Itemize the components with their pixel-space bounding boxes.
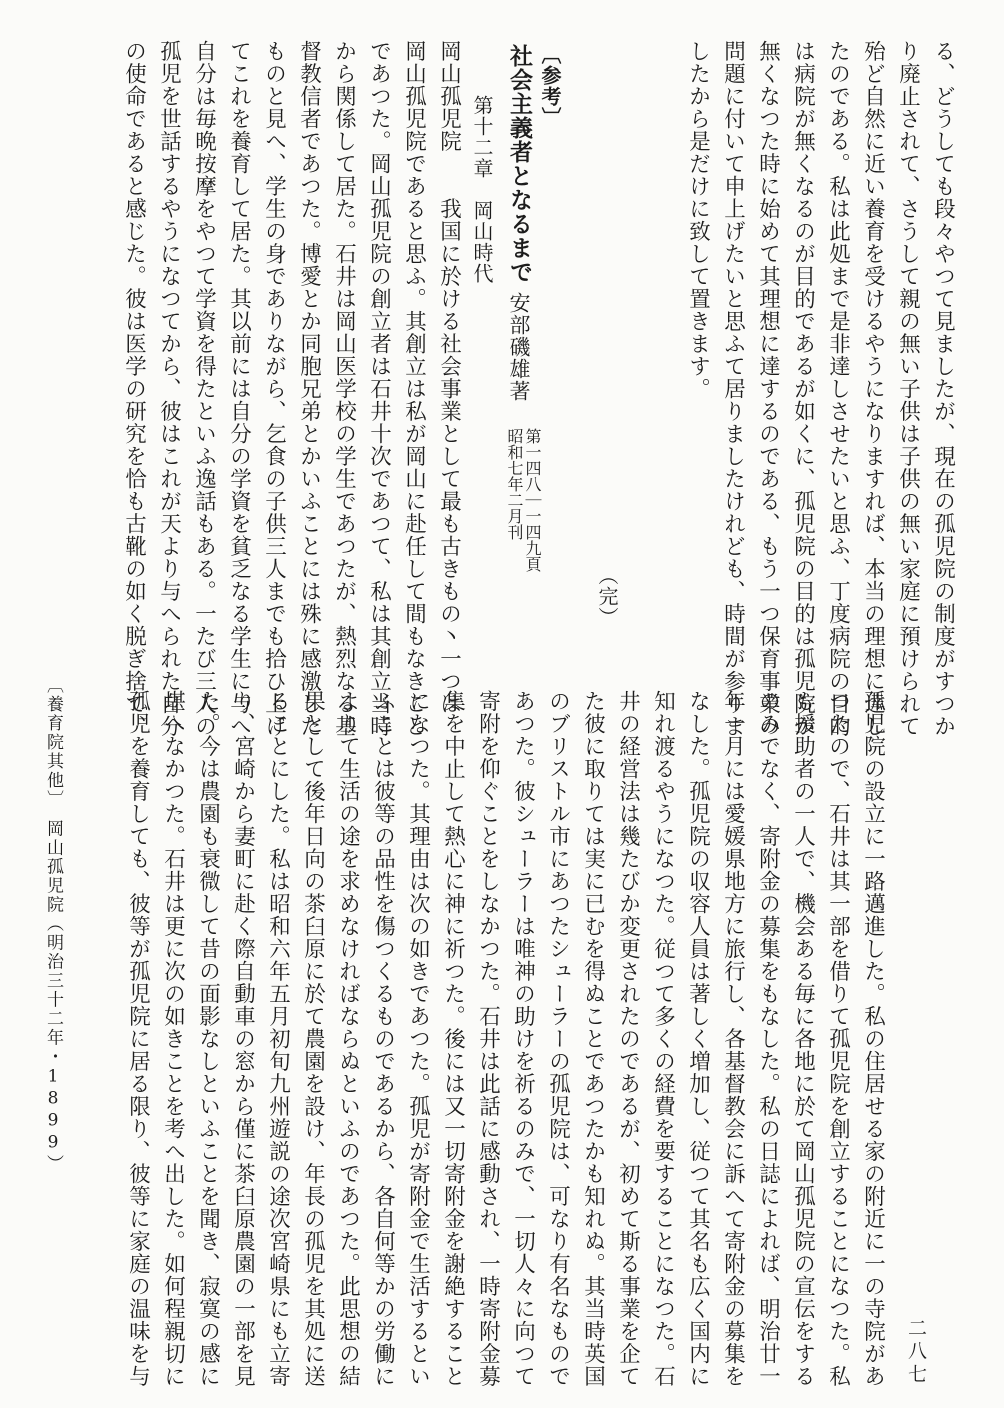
text-line: 督教信者であつた。博愛とか同胞兄弟とかいふことには殊に感激した — [296, 40, 322, 738]
text-line: 集を中止して熱心に神に祈つた。後には又一切寄附金を謝絶すること — [440, 690, 466, 1388]
text-line: 問題に付いて申上げたいと思ふて居りましたけれども、時間が参りま — [720, 40, 746, 738]
text-line: のみでなく、寄附金の募集をもなした。私の日誌によれば、明治廿一 — [755, 690, 781, 1388]
text-line: ることにした。私は昭和六年五月初旬九州遊説の途次宮崎県にも立寄 — [265, 690, 291, 1388]
text-line: 自分は毎晩按摩をやつて学資を得たといふ逸話もある。一たび三人の — [191, 40, 217, 738]
book-author: 安部磯雄著 — [507, 292, 531, 402]
text-line: つたので、石井は其一部を借りて孤児院を創立することになつた。私 — [825, 690, 851, 1388]
text-line: る、どうしても段々やつて見ましたが、現在の孤児院の制度がすつか — [930, 40, 956, 738]
text-line: ものと見へ、学生の身でありながら、乞食の子供三人までも拾ひ上げ — [261, 40, 287, 738]
text-line: てこれを養育して居た。其以前には自分の学資を貧乏なる学生に与へ — [226, 40, 252, 738]
text-line: り、宮崎から妻町に赴く際自動車の窓から僅に茶臼原農園の一部を見 — [230, 690, 256, 1388]
text-line: 岡山孤児院であると思ふ。其創立は私が岡山に赴任して間もなきこと — [401, 40, 427, 738]
text-line: も援助者の一人で、機会ある毎に各地に於て岡山孤児院の宣伝をする — [790, 690, 816, 1388]
text-line: 年一月には愛媛県地方に旅行し、各基督教会に訴へて寄附金の募集を — [720, 690, 746, 1388]
text-line: よりて生活の途を求めなければならぬといふのであつた。此思想の結 — [335, 690, 361, 1388]
chapter-heading: 第十二章 岡山時代 — [470, 95, 494, 284]
text-line: から関係して居た。石井は岡山医学校の学生であつたが、熱烈なる基 — [331, 40, 357, 738]
text-line: 果として後年日向の茶臼原に於て農園を設け、年長の孤児を其処に送 — [300, 690, 326, 1388]
text-line: ふことは彼等の品性を傷つくるものであるから、各自何等かの労働に — [370, 690, 396, 1388]
source-date: 昭和七年二月刊 — [505, 428, 524, 540]
text-line: になつた。其理由は次の如きであつた。孤児が寄附金で生活するとい — [405, 690, 431, 1388]
text-line: したから是だけに致して置きます。 — [685, 40, 711, 400]
text-line: あつた。彼シューラーは唯神の助けを祈るのみで、一切人々に向つて — [510, 690, 536, 1388]
text-line: であつた。岡山孤児院の創立者は石井十次であつて、私は其創立当時 — [366, 40, 392, 738]
reference-tag: 〔参考〕 — [538, 44, 562, 128]
text-line: 無くなつた時に始めて其理想に達するのである、もう一つ保育事業の — [755, 40, 781, 738]
text-line: 孤児院の設立に一路邁進した。私の住居せる家の附近に一の寺院があ — [860, 690, 886, 1388]
text-line: 殆ど自然に近い養育を受けるやうになりますれば、本当の理想に達し — [860, 40, 886, 738]
text-line: のブリストル市にあつたシューラーの孤児院は、可なり有名なもので — [545, 690, 571, 1388]
text-line: なした。孤児院の収容人員は著しく増加し、従つて其名も広く国内に — [685, 690, 711, 1388]
running-head: 〔養育院其他〕 岡山孤児院（明治三十二年・1899） — [43, 676, 63, 1174]
text-line: の使命であると感じた。彼は医学の研究を恰も古靴の如く脱ぎ捨て、 — [121, 40, 147, 738]
text-line: り廃止されて、さうして親の無い子供は子供の無い家庭に預けられて — [895, 40, 921, 738]
text-line: は病院が無くなるのが目的であるが如くに、孤児院の目的は孤児院が — [790, 40, 816, 738]
text-line: 堪へなかつた。石井は更に次の如きことを考へ出した。如何程親切に — [160, 690, 186, 1388]
text-line: 孤児を世話するやうになつてから、彼はこれが天より与へられた自分 — [156, 40, 182, 738]
text-line: 岡山孤児院 我国に於ける社会事業として最も古きもの丶一つは — [436, 40, 462, 715]
text-line: た彼に取りては実に已むを得ぬことであつたかも知れぬ。其当時英国 — [580, 690, 606, 1388]
text-line: 知れ渡るやうになつた。従つて多くの経費を要することになつた。石 — [650, 690, 676, 1388]
text-line: た。今は農園も衰微して昔の面影なしといふことを聞き、寂寞の感に — [195, 690, 221, 1388]
end-mark: （完） — [595, 565, 619, 628]
text-line: 寄附を仰ぐことをしなかつた。石井は此話に感動され、一時寄附金募 — [475, 690, 501, 1388]
source-pages: 第一四八｜一四九頁 — [523, 428, 542, 572]
text-line: 井の経営法は幾たびか変更されたのであるが、初めて斯る事業を企て — [615, 690, 641, 1388]
book-title: 社会主義者となるまで — [506, 44, 533, 284]
text-line: 孤児を養育しても、彼等が孤児院に居る限り、彼等に家庭の温味を与 — [125, 690, 151, 1388]
page-number: 二八七 — [905, 1318, 927, 1387]
text-line: たのである。私は此処まで是非達しさせたいと思ふ、丁度病院の目的 — [825, 40, 851, 738]
